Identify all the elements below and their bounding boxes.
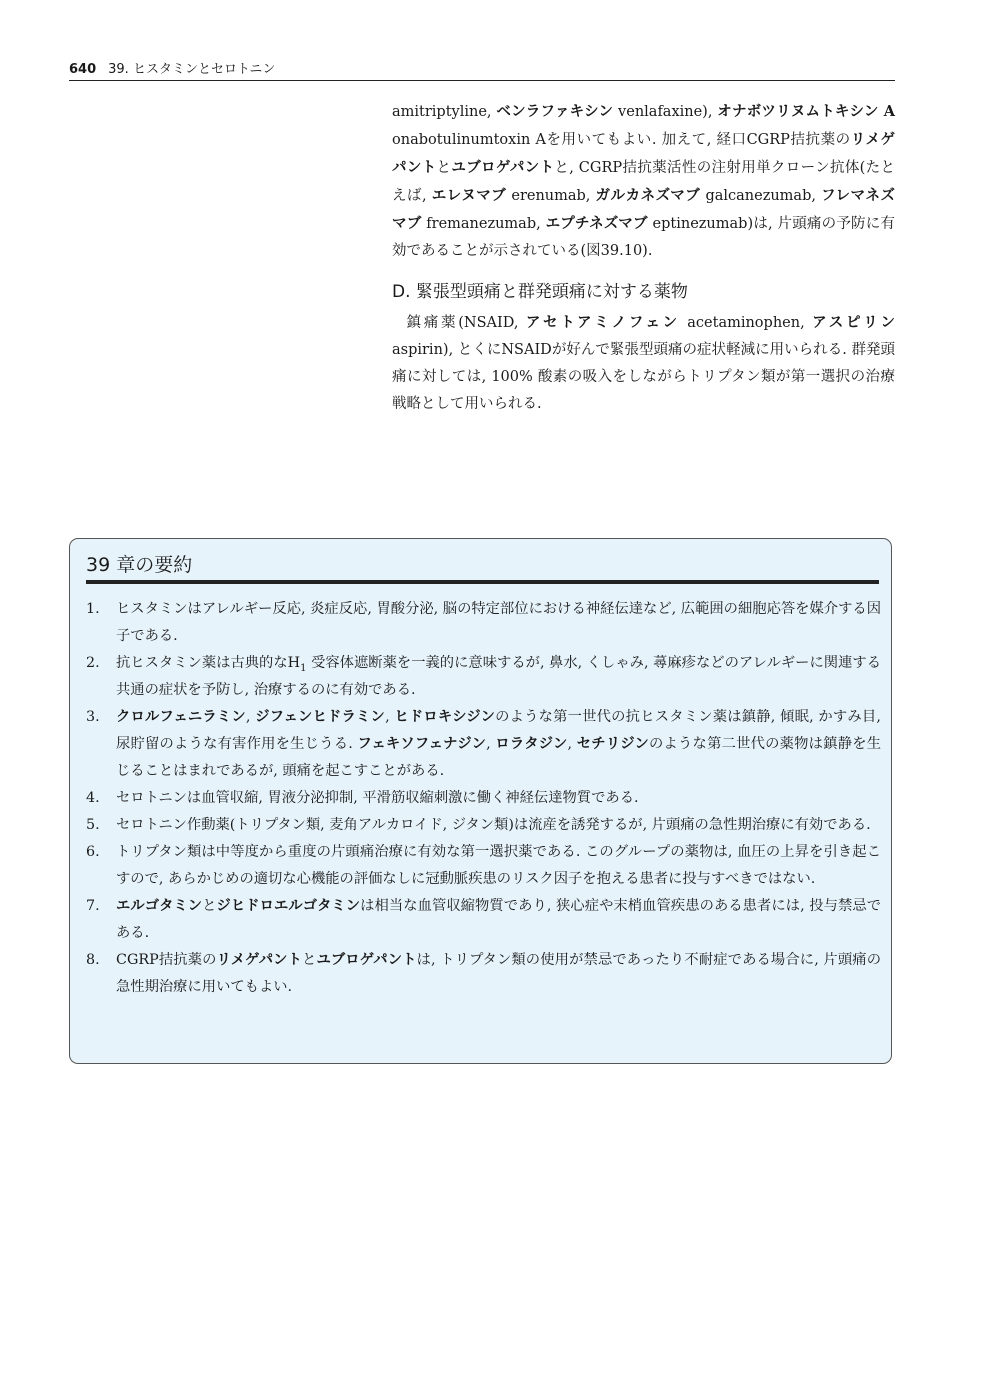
text-run: erenumab,	[511, 188, 591, 204]
item-number: 4.	[86, 790, 100, 806]
chapter-title: 39. ヒスタミンとセロトニン	[108, 62, 276, 77]
drug-name: リメゲパント	[392, 131, 895, 176]
drug-name: ジヒドロエルゴタミン	[216, 898, 361, 914]
item-number: 7.	[86, 898, 100, 914]
item-text	[116, 812, 881, 839]
drug-name: エレヌマブ	[431, 187, 507, 204]
summary-item	[86, 893, 881, 947]
paragraph-migraine-prevention	[392, 98, 895, 265]
section-heading: D. 緊張型頭痛と群発頭痛に対する薬物	[392, 282, 688, 302]
item-number: 3.	[86, 709, 100, 725]
page-number: 640	[69, 62, 97, 77]
subscript: 1	[300, 662, 307, 674]
item-text	[116, 839, 881, 893]
item-text	[116, 947, 881, 1001]
drug-name: エプチネズマブ	[545, 215, 648, 232]
text-run: 鎮痛薬(NSAID,	[406, 315, 519, 331]
text-run: venlafaxine),	[618, 104, 713, 120]
item-text	[116, 704, 881, 785]
text-run: galcanezumab,	[705, 188, 816, 204]
text-run: は相当な血管収縮物質であり, 狭心症や末梢血管疾患のある患者には, 投与禁忌である.	[116, 898, 882, 941]
text-run: と	[436, 160, 452, 176]
paragraph-tension-cluster	[392, 309, 895, 418]
drug-name: アスピリン	[812, 314, 896, 331]
text-run: onabotulinumtoxin Aを用いてもよい. 加えて, 経口CGRP拮抗薬の	[392, 132, 851, 148]
text-run: eptinezumab)は, 片頭痛の予防に有効であることが示されている(図39.10).	[392, 216, 895, 259]
text-run: ,	[385, 709, 390, 725]
text-run: amitriptyline,	[392, 104, 492, 120]
summary-item	[86, 785, 881, 812]
drug-name: セチリジン	[576, 736, 650, 752]
item-number: 5.	[86, 817, 100, 833]
item-text	[116, 785, 881, 812]
text-run: は, トリプタン類の使用が禁忌であったり不耐症である場合に, 片頭痛の急性期治療に用いてもよい.	[116, 952, 882, 995]
text-run: acetaminophen,	[687, 315, 805, 331]
item-number: 1.	[86, 601, 100, 617]
text-run: ヒスタミンはアレルギー反応, 炎症反応, 胃酸分泌, 脳の特定部位における神経伝達など, 広範囲の細胞応答を媒介する因子である.	[116, 601, 881, 644]
text-run: のような第一世代の抗ヒスタミン薬は鎮静, 傾眠, かすみ目, 尿貯留のような有害作用を生じうる.	[116, 709, 881, 752]
text-run: CGRP拮抗薬の	[116, 952, 217, 968]
drug-name: ユブロゲパント	[316, 952, 417, 968]
item-number: 6.	[86, 844, 100, 860]
drug-name: ベンラファキシン	[496, 103, 614, 120]
body-text-column	[392, 98, 895, 418]
text-run: トリプタン類は中等度から重度の片頭痛治療に有効な第一選択薬である. このグループの薬物は, 血圧の上昇を引き起こすので, あらかじめの適切な心機能の評価なしに冠動脈疾患のリスク因子を抱える患者に投与すべきではない.	[116, 844, 881, 887]
text-run: セロトニンは血管収縮, 胃液分泌抑制, 平滑筋収縮刺激に働く神経伝達物質である.	[116, 790, 639, 806]
text-run: と, CGRP拮抗薬活性の注射用単クローン抗体(たとえば,	[392, 160, 896, 204]
text-run: のような第二世代の薬物は鎮静を生じることはまれであるが, 頭痛を起こすことがある.	[116, 736, 882, 779]
summary-title: 39 章の要約	[86, 552, 879, 584]
summary-item	[86, 704, 881, 785]
drug-name: ヒドロキシジン	[394, 709, 496, 725]
text-run: セロトニン作動薬(トリプタン類, 麦角アルカロイド, ジタン類)は流産を誘発するが, 片頭痛の急性期治療に有効である.	[116, 817, 871, 833]
text-run: ,	[486, 736, 491, 752]
text-run: と	[202, 898, 217, 914]
drug-name: フェキソフェナジン	[357, 736, 487, 752]
drug-name: ジフェンヒドラミン	[255, 709, 386, 725]
item-text	[116, 596, 881, 650]
item-number: 2.	[86, 655, 100, 671]
drug-name: リメゲパント	[216, 952, 303, 968]
summary-item	[86, 812, 881, 839]
drug-name: クロルフェニラミン	[116, 709, 246, 725]
drug-name: オナボツリヌムトキシン A	[717, 103, 896, 120]
drug-name: アセトアミノフェン	[525, 314, 680, 331]
text-run: ,	[245, 709, 251, 725]
text-run: aspirin), とくにNSAIDが好んで緊張型頭痛の症状軽減に用いられる. 群発頭痛に対しては, 100% 酸素の吸入をしながらトリプタン類が第一選択の治療戦略として用いられる.	[392, 342, 895, 412]
summary-item	[86, 596, 881, 650]
drug-name: ガルカネズマブ	[595, 187, 701, 204]
running-header	[69, 60, 895, 81]
item-text	[116, 893, 881, 947]
drug-name: ユブロゲパント	[451, 159, 555, 176]
summary-item	[86, 947, 881, 1001]
text-run: と	[302, 952, 317, 968]
summary-item	[86, 650, 881, 704]
drug-name: フレマネズマブ	[392, 187, 896, 232]
text-run: 抗ヒスタミン薬は古典的なH	[116, 655, 301, 671]
item-number: 8.	[86, 952, 100, 968]
item-text	[116, 650, 881, 704]
summary-item	[86, 839, 881, 893]
chapter-summary-box	[69, 538, 892, 1064]
text-run: 受容体遮断薬を一義的に意味するが, 鼻水, くしゃみ, 蕁麻疹などのアレルギーに関連する共通の症状を予防し, 治療するのに有効である.	[116, 655, 881, 698]
summary-list	[86, 596, 881, 1001]
text-run: fremanezumab,	[426, 216, 541, 232]
drug-name: ロラタジン	[495, 736, 568, 752]
text-run: ,	[567, 736, 573, 752]
drug-name: エルゴタミン	[116, 898, 203, 914]
